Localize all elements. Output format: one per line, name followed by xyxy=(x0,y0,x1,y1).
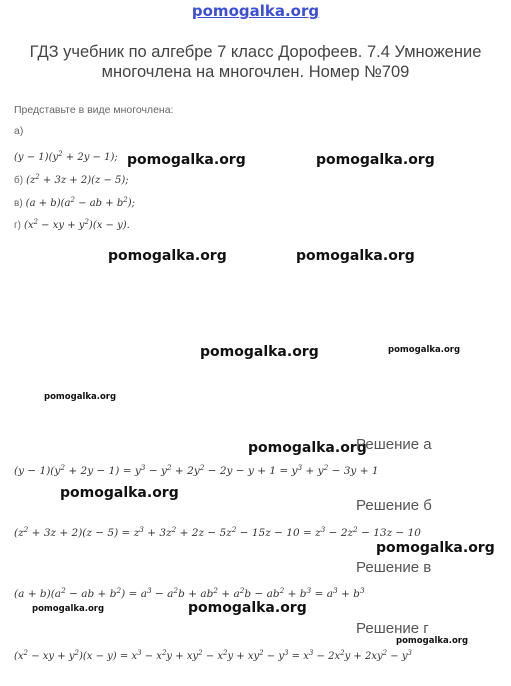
watermark: pomogalka.org xyxy=(60,485,179,501)
task-a-expression: $(y - 1)(y^2 + 2y - 1)$; xyxy=(14,150,118,163)
solution-b-title: Решение б xyxy=(356,497,432,514)
task-c-label: в) xyxy=(14,198,23,209)
watermark: pomogalka.org xyxy=(200,344,319,360)
watermark: pomogalka.org xyxy=(44,392,117,402)
solution-d-equation: ($x^2$ − xy + $y^2)(x - y) = x^3 - x^2y + xy^2 - x^2y + xy^2 - y^3 = x^3 - 2x^2y + 2xy^2 - y^3$ xyxy=(14,649,412,662)
watermark: pomogalka.org xyxy=(248,440,367,456)
site-logo-link[interactable]: pomogalka.org xyxy=(191,2,320,20)
task-c: в) $(a + b)(a^2$ − ab + $b^2$); xyxy=(14,196,135,209)
task-intro: Представьте в виде многочлена: xyxy=(14,104,174,116)
watermark: pomogalka.org xyxy=(188,600,307,616)
task-part-a-label: а) xyxy=(14,125,24,137)
task-b-label: б) xyxy=(14,175,24,186)
task-b: б) $(z^2 + 3z + 2)(z - 5)$; xyxy=(14,173,129,186)
page-title: ГДЗ учебник по алгебре 7 класс Дорофеев. 7.4 Умножение многочлена на многочлен. Номер №709 xyxy=(29,43,482,81)
watermark: pomogalka.org xyxy=(108,248,227,264)
watermark: pomogalka.org xyxy=(316,152,435,168)
watermark: pomogalka.org xyxy=(296,248,415,264)
solution-a-title: Решение а xyxy=(356,436,432,453)
task-d-label: г) xyxy=(14,220,21,231)
solution-d-title: Решение г xyxy=(356,620,429,637)
solution-b-equation: $(z^2 + 3z + 2)(z - 5) = z^3 + 3z^2 + 2z - 5z^2 - 15z - 10 = z^3 - 2z^2 - 13z - 10$ xyxy=(14,524,421,539)
solution-c-title: Решение в xyxy=(356,559,432,576)
task-d: г) ($x^2$ − xy + $y^2)(x - y)$. xyxy=(14,218,130,231)
solution-a-equation: $(y - 1)(y^2 + 2y - 1) = y^3 - y^2 + 2y^2 - 2y - y + 1 = y^3 + y^2 - 3y + 1$ xyxy=(14,462,379,477)
solution-c-equation: $(a + b)(a^2$ − ab + $b^2) = a^3 - a^2b + ab^2 + a^2b - ab^2 + b^3 = a^3 + b^3$ xyxy=(14,585,365,600)
watermark: pomogalka.org xyxy=(388,345,461,355)
watermark: pomogalka.org xyxy=(396,636,469,646)
watermark: pomogalka.org xyxy=(32,604,105,614)
watermark: pomogalka.org xyxy=(127,152,246,168)
watermark: pomogalka.org xyxy=(376,540,495,556)
